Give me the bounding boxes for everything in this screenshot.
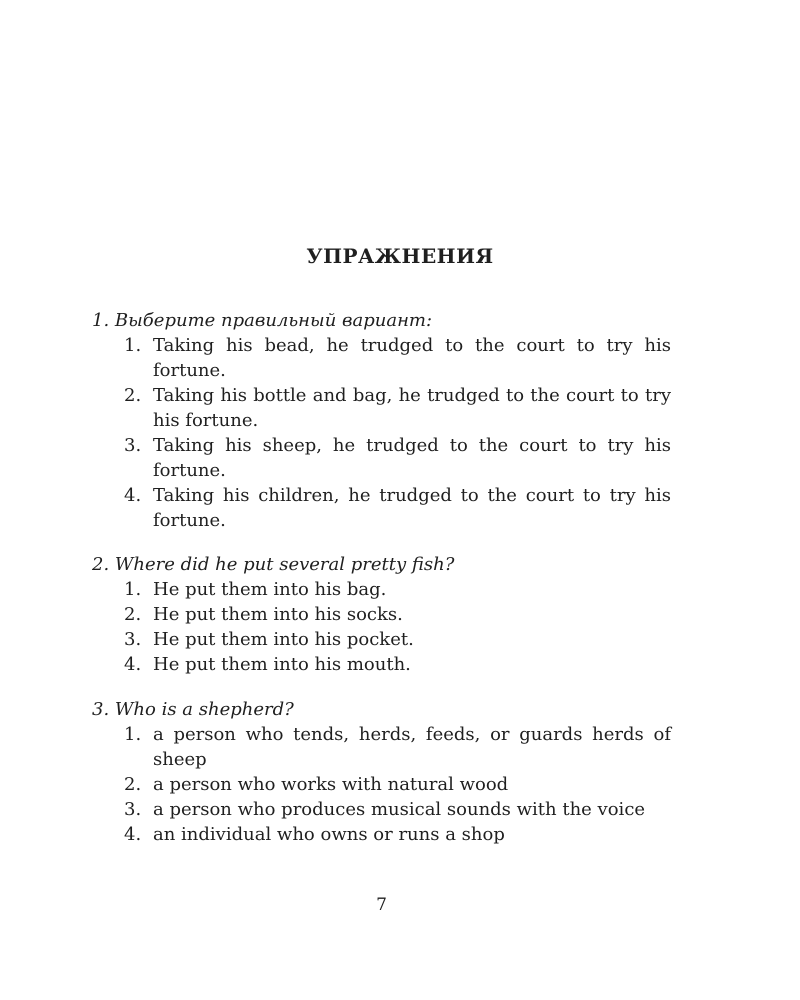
question-text: Who is a shepherd? xyxy=(114,699,294,720)
option-item xyxy=(92,602,671,627)
option-text: He put them into his mouth. xyxy=(153,654,411,675)
question-text: Выберите правильный вариант: xyxy=(114,310,433,331)
option-item xyxy=(92,772,671,797)
option-list xyxy=(92,577,682,677)
option-text: Taking his children, he trudged to the court to try his fortune. xyxy=(153,485,671,531)
option-number: 4. xyxy=(124,824,142,845)
option-item xyxy=(92,652,671,677)
option-item xyxy=(92,577,671,602)
question-text: Where did he put several pretty fish? xyxy=(114,554,455,575)
option-number: 4. xyxy=(124,485,142,506)
question-number: 2. xyxy=(92,554,110,575)
page-number: 7 xyxy=(376,895,387,915)
option-item xyxy=(92,333,671,383)
option-list xyxy=(92,722,682,847)
option-number: 1. xyxy=(124,579,142,600)
question-1 xyxy=(92,308,682,533)
question-heading xyxy=(92,697,682,722)
option-text: Taking his bottle and bag, he trudged to the court to try his fortune. xyxy=(153,385,671,431)
option-item xyxy=(92,722,671,772)
option-number: 1. xyxy=(124,724,142,745)
option-number: 3. xyxy=(124,629,142,650)
option-text: Taking his sheep, he trudged to the court to try his fortune. xyxy=(153,435,671,481)
page-title: УПРАЖНЕНИЯ xyxy=(306,244,494,268)
question-number: 3. xyxy=(92,699,110,720)
option-number: 2. xyxy=(124,385,142,406)
option-item xyxy=(92,627,671,652)
option-number: 3. xyxy=(124,435,142,456)
option-text: a person who tends, herds, feeds, or guards herds of sheep xyxy=(153,724,671,770)
option-text: He put them into his pocket. xyxy=(153,629,414,650)
option-number: 4. xyxy=(124,654,142,675)
option-number: 2. xyxy=(124,774,142,795)
option-item xyxy=(92,483,671,533)
option-text: a person who works with natural wood xyxy=(153,774,509,795)
question-2 xyxy=(92,552,682,677)
option-list xyxy=(92,333,682,533)
option-text: Taking his bead, he trudged to the court to try his fortune. xyxy=(153,335,671,381)
option-text: He put them into his bag. xyxy=(153,579,387,600)
option-item xyxy=(92,383,671,433)
question-heading xyxy=(92,308,682,333)
option-number: 2. xyxy=(124,604,142,625)
option-number: 1. xyxy=(124,335,142,356)
option-item xyxy=(92,822,671,847)
question-3 xyxy=(92,697,682,847)
question-heading xyxy=(92,552,682,577)
option-item xyxy=(92,433,671,483)
option-text: an individual who owns or runs a shop xyxy=(153,824,505,845)
question-number: 1. xyxy=(92,310,110,331)
option-number: 3. xyxy=(124,799,142,820)
option-item xyxy=(92,797,671,822)
option-text: a person who produces musical sounds with the voice xyxy=(153,799,646,820)
option-text: He put them into his socks. xyxy=(153,604,403,625)
